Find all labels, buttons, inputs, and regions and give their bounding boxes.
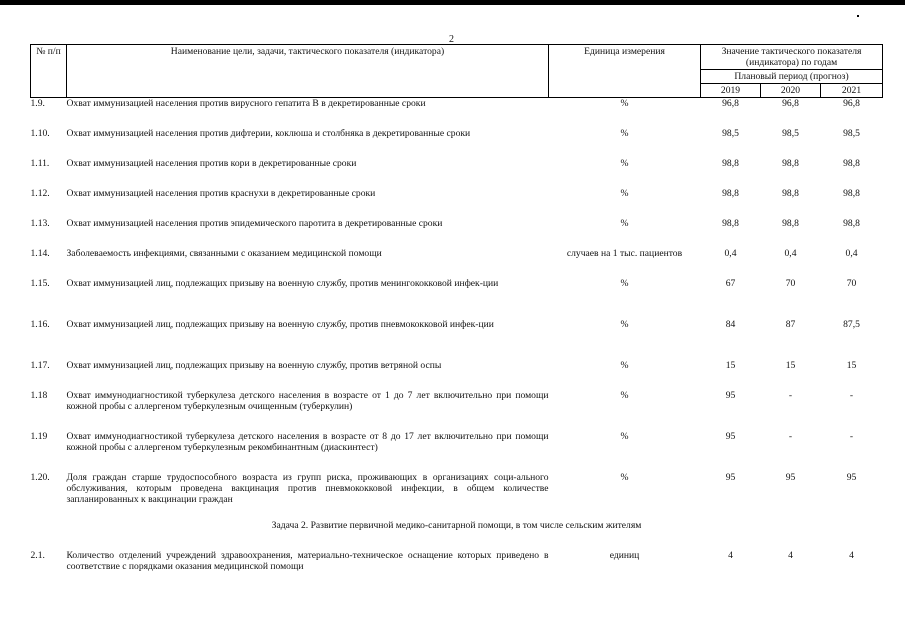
- row-name: Охват иммунизацией населения против эпидемического паротита в декретированные сроки: [66, 218, 443, 229]
- value-2020: 98,8: [782, 188, 799, 199]
- value-2019: 15: [725, 360, 736, 371]
- row-name: Количество отделений учреждений здравоохранения, материально-техническое оснащение которых приведено в соответствие с порядками оказания медицинской помощи: [66, 550, 549, 572]
- table-row: [31, 472, 883, 520]
- value-2021: 96,8: [843, 98, 860, 109]
- table-row: [31, 218, 883, 248]
- row-num: 1.16.: [30, 319, 50, 330]
- header-name: Наименование цели, задачи, тактического показателя (индикатора): [67, 45, 549, 98]
- value-2021: 70: [846, 278, 857, 289]
- row-num: 2.1.: [30, 550, 45, 561]
- value-2021: 0,4: [845, 248, 858, 259]
- row-num: 1.10.: [30, 128, 50, 139]
- row-unit: случаев на 1 тыс. пациентов: [566, 248, 683, 259]
- value-2019: 96,8: [722, 98, 739, 109]
- value-2020: 95: [785, 472, 796, 483]
- speck: [857, 15, 859, 17]
- year-header: 2019: [701, 84, 761, 98]
- row-unit: %: [620, 360, 629, 371]
- page-number: 2: [449, 34, 454, 45]
- row-unit: %: [620, 390, 629, 401]
- table-row: [31, 278, 883, 319]
- header-num: № п/п: [31, 45, 67, 98]
- row-num: 1.19: [30, 431, 48, 442]
- row-num: 1.11.: [30, 158, 50, 169]
- row-name: Охват иммунодиагностикой туберкулеза детского населения в возрасте от 1 до 7 лет включительно при помощи кожной пробы с аллергеном туберкулезным очищенным (туберкулин): [66, 390, 549, 412]
- value-2019: 98,8: [722, 218, 739, 229]
- value-2020: 87: [785, 319, 796, 330]
- row-num: 1.12.: [30, 188, 50, 199]
- value-2019: 95: [725, 431, 736, 442]
- value-2019: 95: [725, 472, 736, 483]
- table-row: [31, 188, 883, 218]
- value-2020: 15: [785, 360, 796, 371]
- row-num: 1.17.: [30, 360, 50, 371]
- row-name: Охват иммунодиагностикой туберкулеза детского населения в возрасте от 8 до 17 лет включительно при помощи кожной пробы с аллергеном туберкулезным рекомбинантным (диаскинтест): [66, 431, 549, 453]
- value-2021: 98,8: [843, 218, 860, 229]
- table-row: [31, 128, 883, 158]
- row-unit: %: [620, 218, 629, 229]
- value-2021: 98,8: [843, 158, 860, 169]
- value-2020: 98,8: [782, 158, 799, 169]
- header-unit: Единица измерения: [549, 45, 701, 98]
- value-2021: 15: [846, 360, 857, 371]
- row-num: 1.18: [30, 390, 48, 401]
- table-row: [31, 390, 883, 431]
- table-row: [31, 158, 883, 188]
- value-2020: 4: [788, 550, 793, 561]
- value-2021: -: [849, 431, 854, 442]
- value-2020: 70: [785, 278, 796, 289]
- year-header: 2021: [821, 84, 883, 98]
- row-name: Охват иммунизацией населения против вирусного гепатита В в декретированные сроки: [66, 98, 426, 109]
- row-unit: %: [620, 472, 629, 483]
- value-2020: 98,5: [782, 128, 799, 139]
- value-2020: 96,8: [782, 98, 799, 109]
- value-2020: -: [788, 390, 793, 401]
- row-unit: %: [620, 128, 629, 139]
- row-num: 1.13.: [30, 218, 50, 229]
- task-2-heading: Задача 2. Развитие первичной медико-санитарной помощи, в том числе сельским жителям: [271, 520, 642, 531]
- value-2021: 98,5: [843, 128, 860, 139]
- row-unit: %: [620, 319, 629, 330]
- value-2020: 98,8: [782, 218, 799, 229]
- table-row: [31, 319, 883, 360]
- value-2019: 98,8: [722, 188, 739, 199]
- row-name: Охват иммунизацией населения против кори в декретированные сроки: [66, 158, 357, 169]
- year-header: 2020: [761, 84, 821, 98]
- task-row: [31, 520, 883, 550]
- top-border: [0, 0, 905, 5]
- value-2019: 98,5: [722, 128, 739, 139]
- table-row: [31, 360, 883, 390]
- value-2021: 4: [849, 550, 854, 561]
- row-unit: %: [620, 188, 629, 199]
- header-plan: Плановый период (прогноз): [701, 70, 883, 84]
- value-2020: 0,4: [784, 248, 797, 259]
- indicators-table: [30, 44, 883, 590]
- value-2021: 95: [846, 472, 857, 483]
- row-num: 1.14.: [30, 248, 50, 259]
- row-num: 1.9.: [30, 98, 45, 109]
- value-2019: 95: [725, 390, 736, 401]
- row-name: Охват иммунизацией населения против дифтерии, коклюша и столбняка в декретированные сроки: [66, 128, 471, 139]
- value-2021: 98,8: [843, 188, 860, 199]
- value-2021: -: [849, 390, 854, 401]
- value-2019: 98,8: [722, 158, 739, 169]
- row-unit: единиц: [609, 550, 640, 561]
- row-num: 1.20.: [30, 472, 50, 483]
- value-2019: 84: [725, 319, 736, 330]
- table-row: [31, 248, 883, 278]
- table-row: [31, 98, 883, 129]
- row-unit: %: [620, 278, 629, 289]
- row-name: Доля граждан старше трудоспособного возраста из групп риска, проживающих в организациях соци-ального обслуживания, которым проведена вакцинация против пневмококковой инфекции, в общем количестве запланированных к вакцинации граждан: [66, 472, 549, 505]
- row-unit: %: [620, 431, 629, 442]
- row-name: Охват иммунизацией населения против краснухи в декретированные сроки: [66, 188, 376, 199]
- value-2019: 0,4: [724, 248, 737, 259]
- value-2021: 87,5: [843, 319, 860, 330]
- table-row: [31, 550, 883, 590]
- value-2019: 67: [725, 278, 736, 289]
- value-2019: 4: [728, 550, 733, 561]
- row-unit: %: [620, 158, 629, 169]
- row-name: Заболеваемость инфекциями, связанными с оказанием медицинской помощи: [66, 248, 382, 259]
- row-name: Охват иммунизацией лиц, подлежащих призыву на военную службу, против ветряной оспы: [66, 360, 442, 371]
- row-name: Охват иммунизацией лиц, подлежащих призыву на военную службу, против менингококковой инфек-ции: [66, 278, 499, 289]
- header-value: Значение тактического показателя (индикатора) по годам: [701, 45, 883, 70]
- row-unit: %: [620, 98, 629, 109]
- value-2020: -: [788, 431, 793, 442]
- row-num: 1.15.: [30, 278, 50, 289]
- table-row: [31, 431, 883, 472]
- row-name: Охват иммунизацией лиц, подлежащих призыву на военную службу, против пневмококковой инфек-ции: [66, 319, 494, 330]
